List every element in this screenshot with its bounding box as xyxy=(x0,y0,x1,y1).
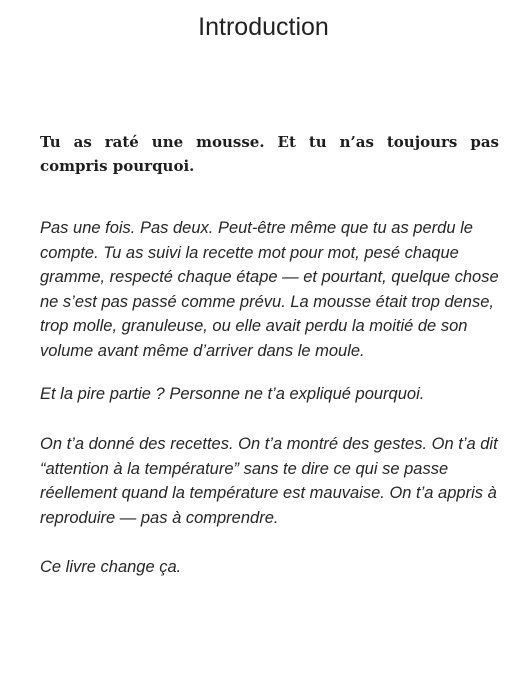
body-paragraph-1: Pas une fois. Pas deux. Peut-être même que tu as perdu le compte. Tu as suivi la recette mot pour mot, pesé chaque gramme, respecté chaque étape — et pourtant, quelque chose ne s’est pas passé comme prévu. La mousse était trop dense, trop molle, granuleuse, ou elle avait perdu la moitié de son volume avant même d’arriver dans le moule. xyxy=(40,219,499,360)
body-paragraph-3: On t’a donné des recettes. On t’a montré des gestes. On t’a dit “attention à la température” sans te dire ce qui se passe réellement quand la température est mauvaise. On t’a appris à reproduire — pas à comprendre. xyxy=(40,435,498,527)
chapter-title: Introduction xyxy=(198,13,329,41)
lead-paragraph: Tu as raté une mousse. Et tu n’as toujours pas compris pourquoi. xyxy=(40,133,499,175)
body-paragraph-4: Ce livre change ça. xyxy=(40,558,182,576)
body-paragraph-2: Et la pire partie ? Personne ne t’a expliqué pourquoi. xyxy=(40,385,425,403)
